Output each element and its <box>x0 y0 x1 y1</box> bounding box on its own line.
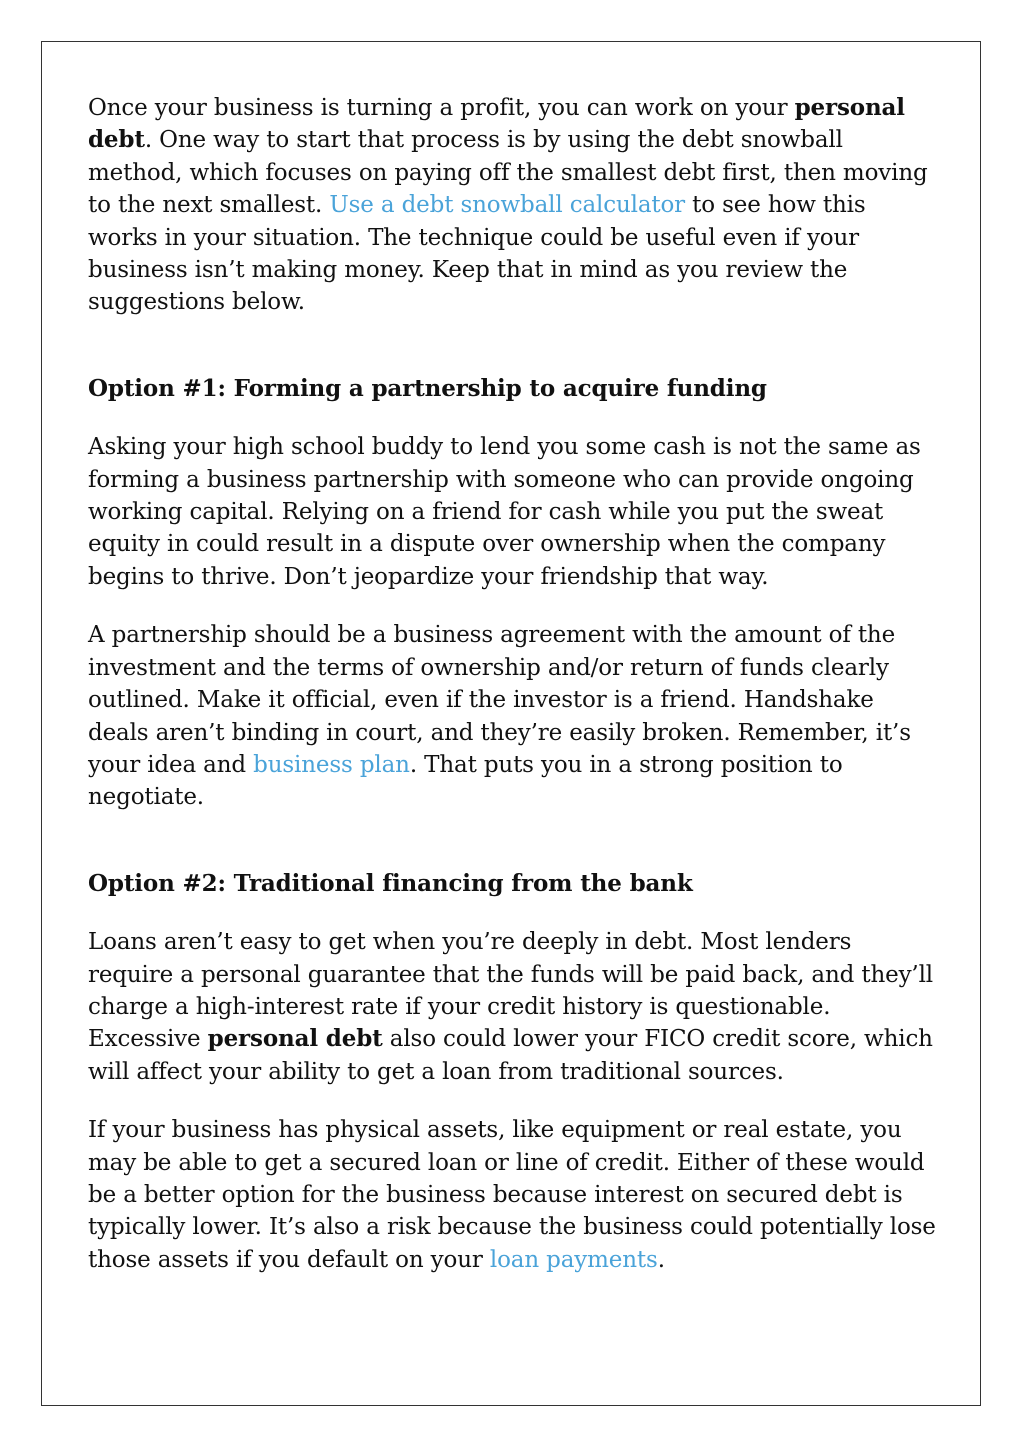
option1-paragraph-2: A partnership should be a business agreement with the amount of the investment and the terms of ownership and/or return of funds clearly outlined. Make it official, even if the investor is a friend. Handshake deals aren’t binding in court, and they’re easily broken. Remember, it’s your idea and business plan. That puts you in a strong position to negotiate. <box>88 622 911 811</box>
personal-debt-bold-2: personal debt <box>207 1025 383 1053</box>
loan-payments-link[interactable]: loan payments <box>489 1246 658 1273</box>
document-body <box>88 92 938 1276</box>
option2-heading: Option #2: Traditional financing from the bank <box>88 869 693 897</box>
option1-heading: Option #1: Forming a partnership to acquire funding <box>88 374 767 402</box>
option1-paragraph-1: Asking your high school buddy to lend you some cash is not the same as forming a business partnership with someone who can provide ongoing working capital. Relying on a friend for cash while you put the sweat equity in could result in a dispute over ownership when the company begins to thrive. Don’t jeopardize your friendship that way. <box>88 434 921 590</box>
option2-paragraph-2: If your business has physical assets, like equipment or real estate, you may be able to get a secured loan or line of credit. Either of these would be a better option for the business because interest on secured debt is typically lower. It’s also a risk because the business could potentially lose those assets if you default on your loan payments. <box>88 1117 936 1273</box>
business-plan-link[interactable]: business plan <box>253 751 410 778</box>
intro-paragraph: Once your business is turning a profit, you can work on your personal debt. One way to start that process is by using the debt snowball method, which focuses on paying off the smallest debt first, then moving to the next smallest. Use a debt snowball calculator to see how this works in your situation. The technique could be useful even if your business isn’t making money. Keep that in mind as you review the suggestions below. <box>88 94 928 316</box>
debt-snowball-calculator-link[interactable]: Use a debt snowball calculator <box>329 192 686 219</box>
personal-debt-bold: personal debt <box>88 94 905 154</box>
option2-paragraph-1: Loans aren’t easy to get when you’re deeply in debt. Most lenders require a personal guarantee that the funds will be paid back, and they’ll charge a high-interest rate if your credit history is questionable. Excessive personal debt also could lower your FICO credit score, which will affect your ability to get a loan from traditional sources. <box>88 929 933 1085</box>
